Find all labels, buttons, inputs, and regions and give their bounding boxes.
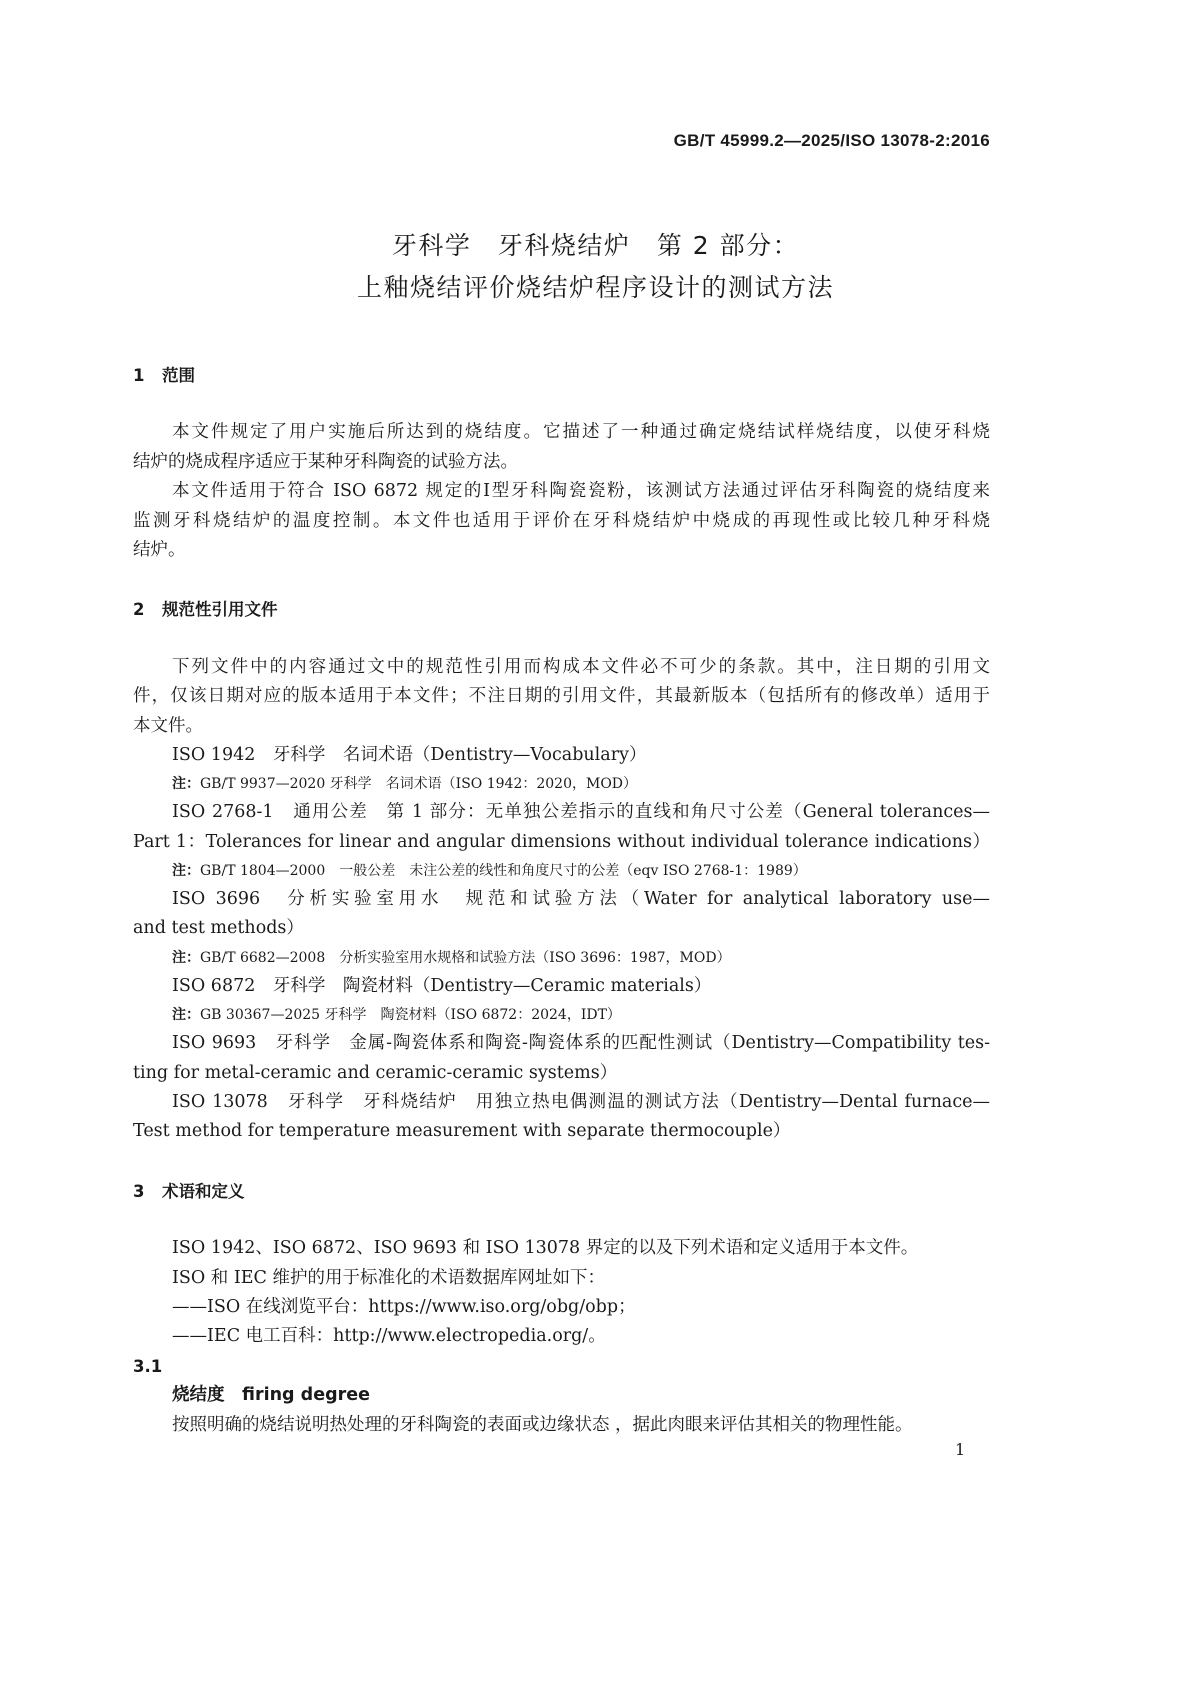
note-text: GB/T 9937—2020 牙科学 名词术语（ISO 1942：2020，MOD） [200,776,638,793]
term-chinese: 烧结度 [172,1385,225,1406]
document-body [133,361,990,1440]
note-text: GB 30367—2025 牙科学 陶瓷材料（ISO 6872：2024，IDT） [200,1007,621,1024]
paragraph-line: 结炉的烧成程序适应于某种牙科陶瓷的试验方法。 [133,451,518,472]
section-heading-normative-references [133,595,990,624]
reference-note [133,944,990,972]
note-label: 注： [172,949,200,966]
term-definition: 按照明确的烧结说明热处理的牙科陶瓷的表面或边缘状态 ，据此肉眼来评估其相关的物理性能。 [172,1414,913,1435]
section-title: 术语和定义 [162,1181,245,1201]
paragraph-line: ISO 1942、ISO 6872、ISO 9693 和 ISO 13078 界定的以及下列术语和定义适用于本文件。 [172,1238,919,1259]
paragraph-line: 结炉。 [133,539,186,560]
section-heading-terms [133,1177,990,1206]
document-title-line-2: 上釉烧结评价烧结炉程序设计的测试方法 [356,273,834,302]
note-text: GB/T 1804—2000 一般公差 未注公差的线性和角度尺寸的公差（eqv ISO 2768-1：1989） [200,863,807,880]
note-text: GB/T 6682—2008 分析实验室用水规格和试验方法（ISO 3696：1987，MOD） [200,949,731,966]
reference-item-continued: and test methods） [133,918,304,939]
list-item-iso-obp: ——ISO 在线浏览平台：https://www.iso.org/obg/obp； [172,1296,636,1317]
section-title: 范围 [162,366,195,385]
term-number: 3.1 [133,1356,163,1376]
reference-item-continued: ting for metal-ceramic and ceramic-ceramic systems） [133,1062,618,1083]
paragraph-line: 本文件。 [133,715,203,736]
reference-item: ISO 1942 牙科学 名词术语（Dentistry—Vocabulary） [172,744,647,765]
document-title-line-1: 牙科学 牙科烧结炉 第 2 部分： [391,231,800,260]
reference-item-continued: Test method for temperature measurement with separate thermocouple） [133,1121,791,1142]
reference-item-continued: Part 1：Tolerances for linear and angular dimensions without individual tolerance indications） [133,831,990,852]
reference-note [133,770,990,798]
paragraph-line: 本文件规定了用户实施后所达到的烧结度。它描述了一种通过确定烧结试样烧结度，以使牙科烧 [172,422,990,443]
standard-code-header: GB/T 45999.2—2025/ISO 13078-2:2016 [673,131,990,150]
page-number: 1 [955,1440,966,1459]
reference-item: ISO 3696 分析实验室用水 规范和试验方法（Water for analytical laboratory use— [172,889,990,910]
reference-note [133,1001,990,1029]
reference-item: ISO 9693 牙科学 金属-陶瓷体系和陶瓷-陶瓷体系的匹配性测试（Dentistry—Compatibility tes- [172,1033,990,1054]
term-english: firing degree [242,1385,370,1406]
section-title: 规范性引用文件 [162,600,278,620]
reference-item: ISO 6872 牙科学 陶瓷材料（Dentistry—Ceramic materials） [172,975,712,996]
list-item-electropedia: ——IEC 电工百科：http://www.electropedia.org/。 [172,1326,606,1347]
reference-note [133,857,990,885]
note-label: 注： [172,776,200,793]
reference-item: ISO 13078 牙科学 牙科烧结炉 用独立热电偶测温的测试方法（Dentistry—Dental furnace— [172,1092,990,1113]
paragraph-line: 监测牙科烧结炉的温度控制。本文件也适用于评价在牙科烧结炉中烧成的再现性或比较几种牙科烧 [133,510,990,531]
reference-item: ISO 2768-1 通用公差 第 1 部分：无单独公差指示的直线和角尺寸公差（General tolerances— [172,802,990,823]
section-number: 2 [133,600,145,620]
note-label: 注： [172,1007,200,1024]
term-heading [133,1381,990,1410]
note-label: 注： [172,863,200,880]
paragraph-line: ISO 和 IEC 维护的用于标准化的术语数据库网址如下： [172,1267,606,1288]
section-number: 1 [133,366,145,385]
paragraph-line: 下列文件中的内容通过文中的规范性引用而构成本文件必不可少的条款。其中，注日期的引用文 [172,656,990,677]
paragraph-line: 本文件适用于符合 ISO 6872 规定的Ⅰ型牙科陶瓷瓷粉，该测试方法通过评估牙科陶瓷的烧结度来 [172,481,990,502]
section-number: 3 [133,1181,145,1201]
section-heading-scope [133,361,990,390]
paragraph-line: 件，仅该日期对应的版本适用于本文件；不注日期的引用文件，其最新版本（包括所有的修改单）适用于 [133,686,990,707]
